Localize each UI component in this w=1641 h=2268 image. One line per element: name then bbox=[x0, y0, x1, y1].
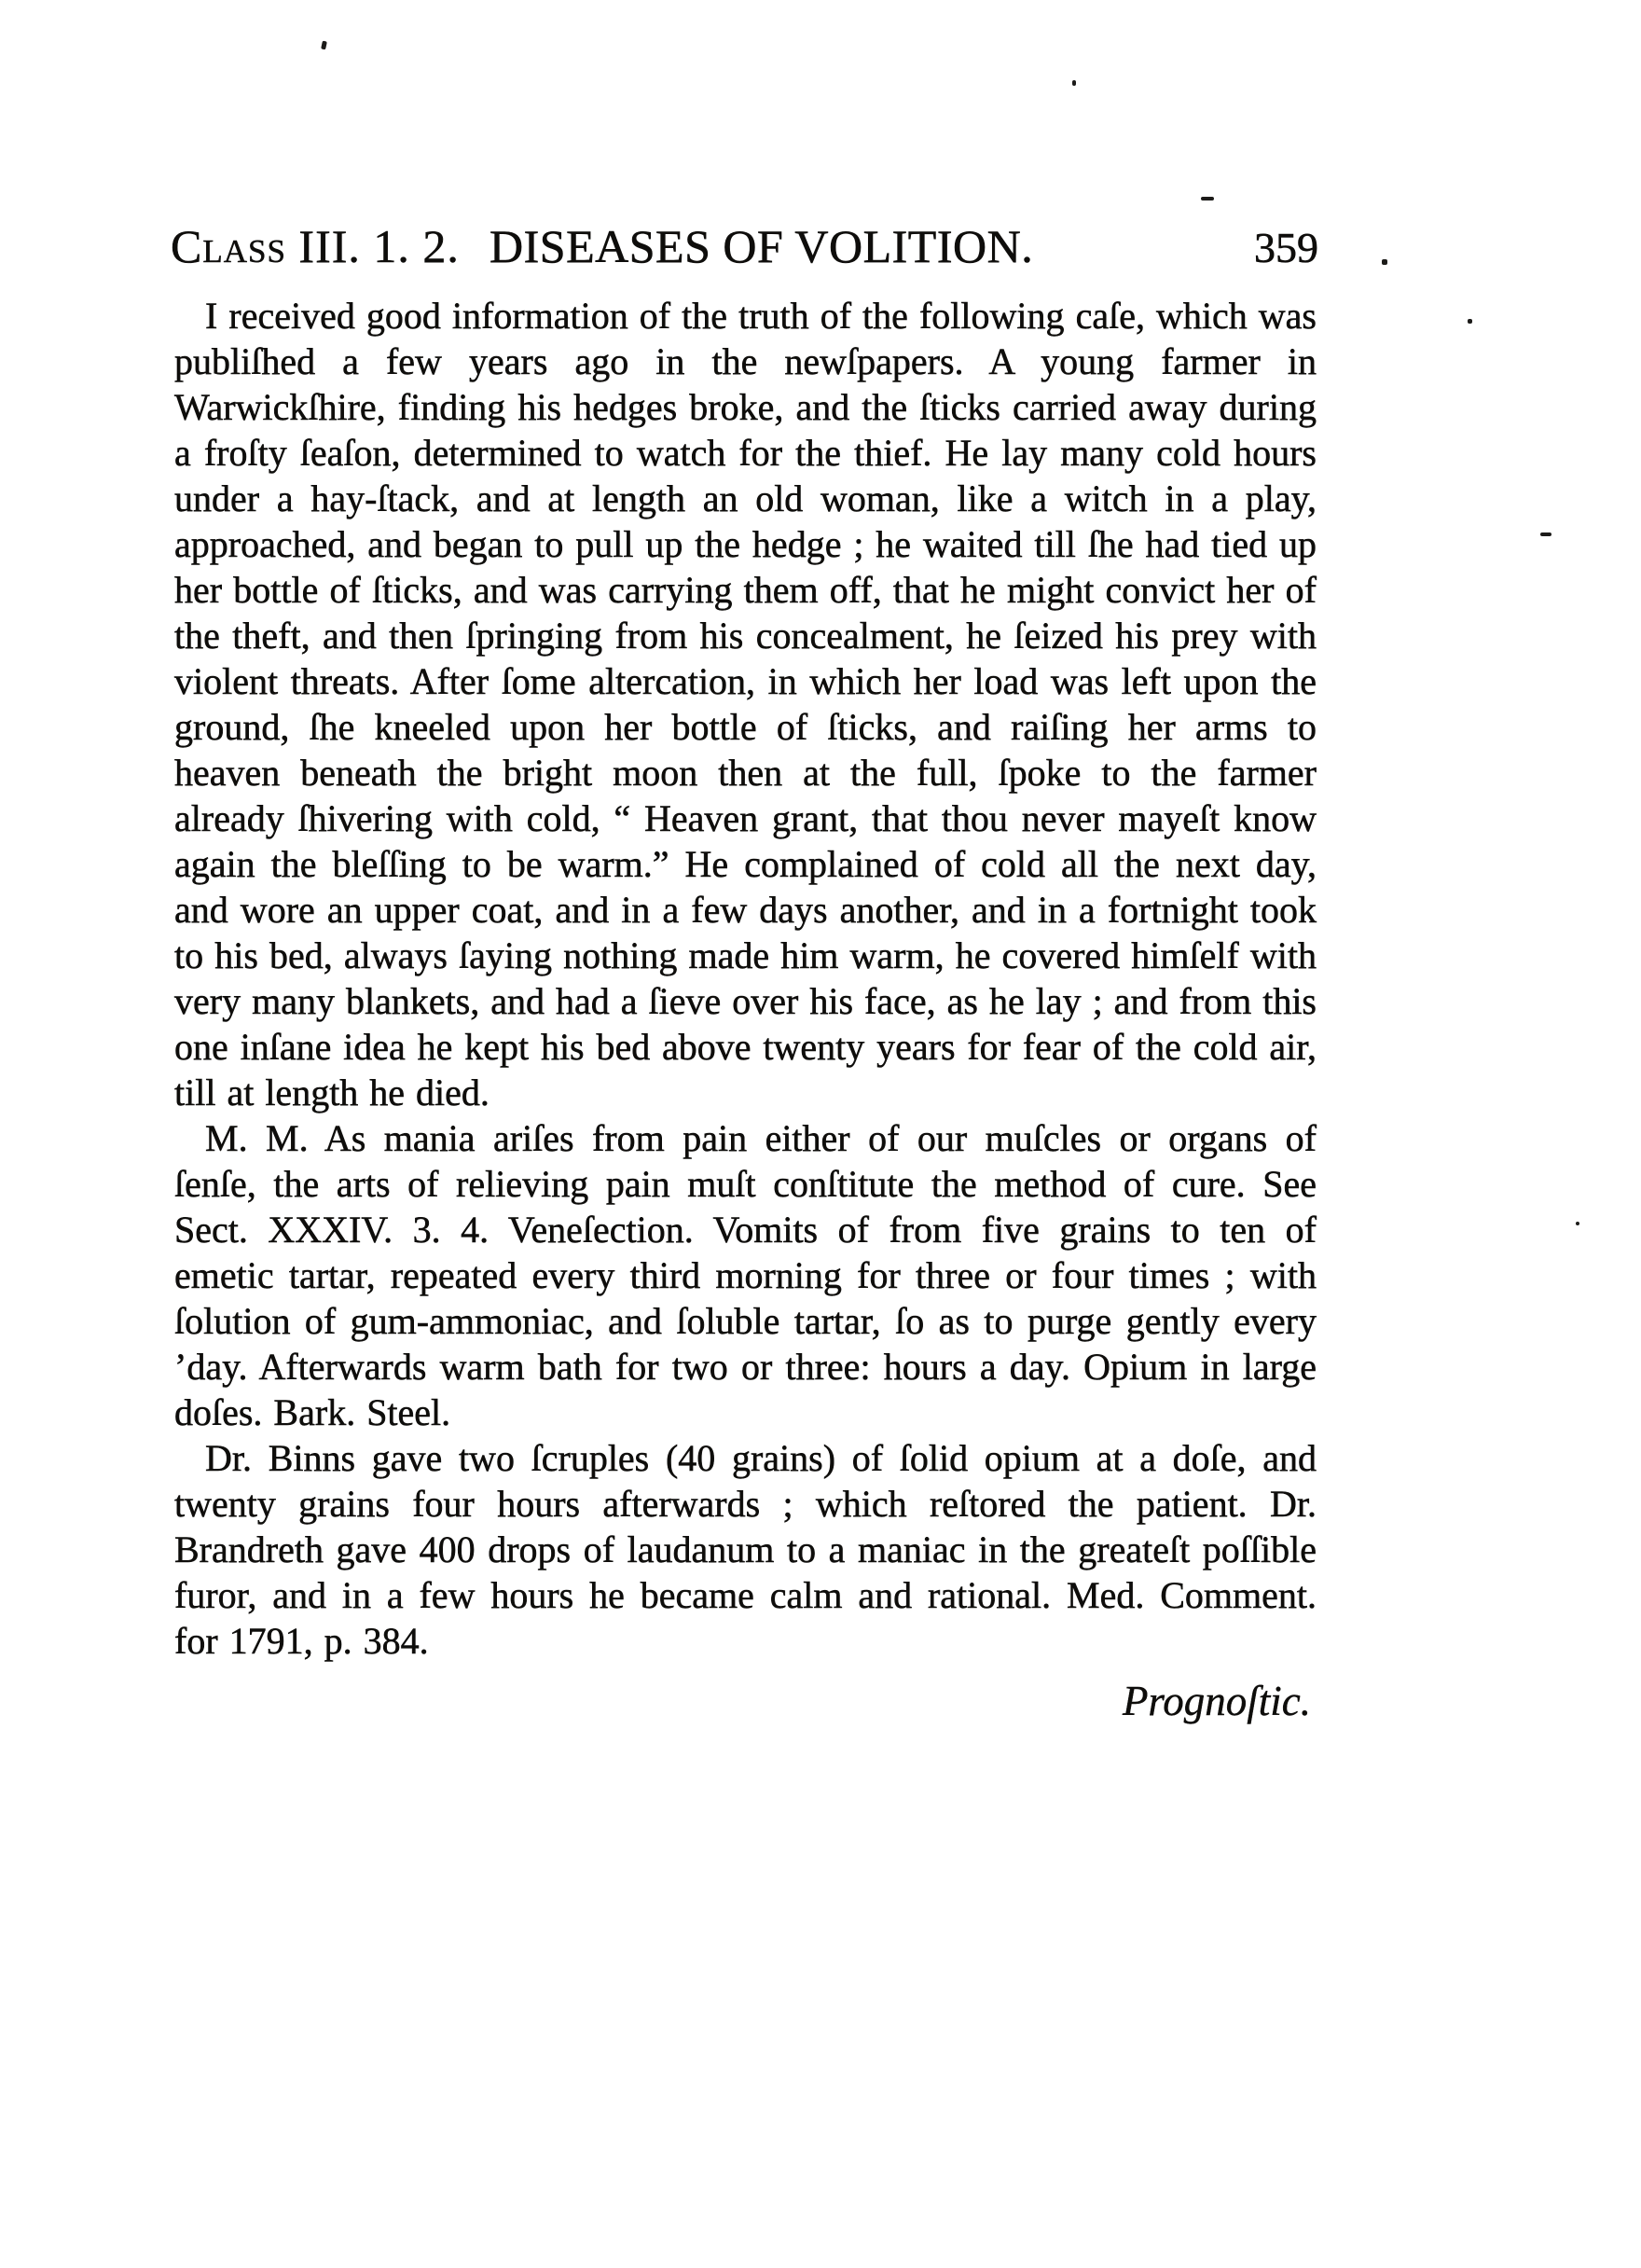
class-section-label: Class III. 1. 2. bbox=[171, 220, 460, 272]
scan-speck bbox=[1382, 259, 1387, 265]
paragraph-case-narrative: I received good information of the truth of the following caſe, which was publiſhed a few years ago in the newſpapers. A young farmer in Warwickſhire, finding his hedges broke, and the ſticks carried away during a froſty ſeaſon, determined to watch for the thief. He lay many cold hours under a hay-ſtack, and at length an old woman, like a witch in a play, approached, and began to pull up the hedge ; he waited till ſhe had tied up her bottle of ſticks, and was carrying them off, that he might convict her of the theft, and then ſpringing from his concealment, he ſeized his prey with violent threats. After ſome altercation, in which her load was left upon the ground, ſhe kneeled upon her bottle of ſticks, and raiſing her arms to heaven beneath the bright moon then at the full, ſpoke to the farmer already ſhivering with cold, “ Heaven grant, that thou never mayeſt know again the bleſſing to be warm.” He complained of cold all the next day, and wore an upper coat, and in a few days another, and in a fortnight took to his bed, always ſaying nothing made him warm, he covered himſelf with very many blankets, and had a ſieve over his face, as he lay ; and from this one inſane idea he kept his bed above twenty years for fear of the cold air, till at length he died. bbox=[174, 295, 1317, 1113]
page-title: DISEASES OF VOLITION. bbox=[490, 220, 1034, 272]
scan-speck bbox=[1201, 197, 1214, 201]
scan-speck bbox=[321, 41, 327, 50]
paragraph-opium-doses: Dr. Binns gave two ſcruples (40 grains) of ſolid opium at a doſe, and twenty grains four hours afterwards ; which reſtored the patient. Dr. Brandreth gave 400 drops of laudanum to a maniac in the greateſt poſſible furor, and in a few hours he became calm and rational. Med. Comment. for 1791, p. 384. bbox=[174, 1437, 1317, 1662]
page-number: 359 bbox=[1254, 224, 1318, 271]
catchword: Prognoſtic. bbox=[1122, 1678, 1311, 1724]
running-head bbox=[0, 222, 1641, 278]
scan-speck bbox=[1072, 80, 1076, 86]
scan-speck bbox=[1576, 1222, 1579, 1225]
body-text-block bbox=[174, 293, 1317, 1724]
paragraph-method-of-cure: M. M. As mania ariſes from pain either of our muſcles or organs of ſenſe, the arts of relieving pain muſt conſtitute the method of cure. See Sect. XXXIV. 3. 4. Veneſection. Vomits of from five grains to ten of emetic tartar, repeated every third morning for three or four times ; with ſolution of gum-ammoniac, and ſoluble tartar, ſo as to purge gently every ’day. Afterwards warm bath for two or three: hours a day. Opium in large doſes. Bark. Steel. bbox=[174, 1117, 1317, 1433]
scan-speck bbox=[1540, 532, 1551, 536]
scan-speck bbox=[1468, 319, 1472, 324]
